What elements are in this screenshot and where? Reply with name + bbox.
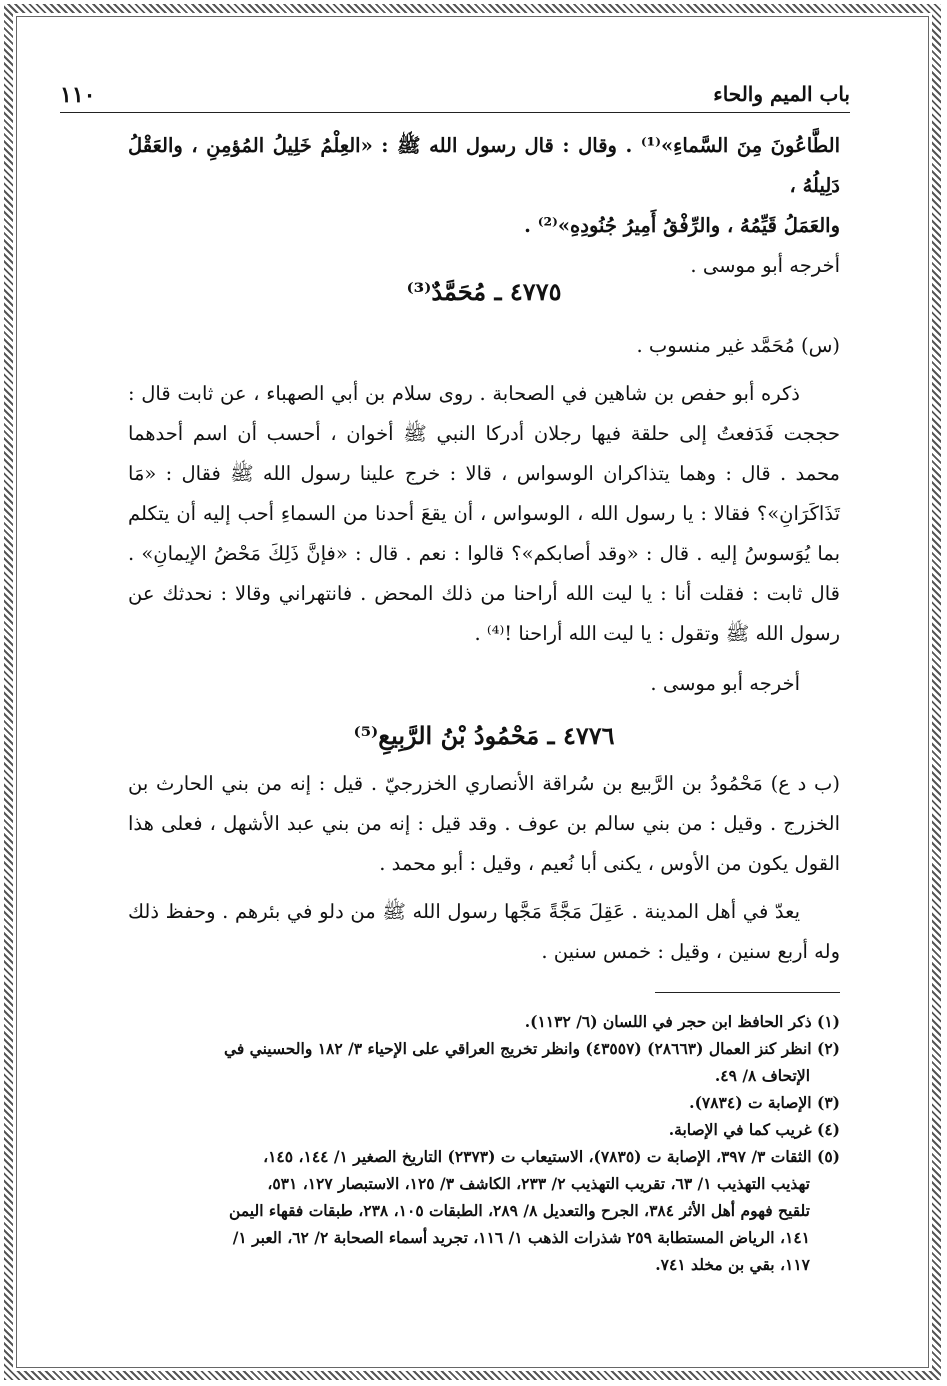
attribution: أخرجه أبو موسى . [690,254,840,277]
footnote: (٤) غريب كما في الإصابة. [668,1120,840,1139]
footnotes [128,1008,840,1278]
footnote-continuation: ١٤١، الرياض المستطابة ٢٥٩ شذرات الذهب ١/ ١١٦، تجريد أسماء الصحابة ٢/ ٦٢، العبر ١/ [232,1228,810,1247]
entry-heading: ٤٧٧٥ ـ مُحَمَّدٌ⁽³⁾ [406,277,562,306]
footnote: (٣) الإصابة ت (٧٨٣٤). [689,1093,840,1112]
attribution: أخرجه أبو موسى . [650,672,800,695]
footnote-continuation: الإتحاف ٨/ ٤٩. [714,1066,810,1085]
footnote-continuation: تلقيح فهوم أهل الأثر ٣٨٤، الجرح والتعديل ٨/ ٢٨٩، الطبقات ١٠٥، ٢٣٨، طبقات فقهاء اليمن [229,1201,810,1220]
page-number: ١١٠ [60,82,96,108]
chapter-title: باب الميم والحاء [713,82,850,106]
hadith-line-2: والعَمَلُ قَيِّمُهُ ، والرِّفْقُ أَمِيرُ جُنُودِهِ»⁽²⁾ . [524,214,840,237]
footnote-continuation: تهذيب التهذيب ١/ ٦٣، تقريب التهذيب ٢/ ٢٣٣، الكاشف ٣/ ١٢٥، الاستبصار ١٢٧، ٥٣١، [267,1174,810,1193]
intro-block [128,126,840,286]
entry-body: (ب د ع) مَحْمُودُ بن الرَّبيع بن سُراقة الأنصاري الخزرجيّ . قيل : إنه من بني الحارث بن الخزرج . وقيل : من بني سالم بن عوف . وقد قيل : إنه من بني عبد الأشهل ، فعلى هذا القول يكون من الأوس ، يكنى أبا نُعيم ، وقيل : أبو محمد . [128,772,840,875]
footnote: (٢) انظر كنز العمال (٢٨٦٦٣) (٤٣٥٥٧) وانظر تخريج العراقي على الإحياء ٣/ ١٨٢ والحسيني في [223,1039,840,1058]
entry-subject: (س) مُحَمَّد غير منسوب . [636,334,840,357]
footnote-rule [655,992,840,993]
entry-heading: ٤٧٧٦ ـ مَحْمُودُ بْنُ الرَّبِيعِ⁽⁵⁾ [353,721,615,750]
hadith-line-1: الطَّاعُونَ مِنَ السَّماءِ»⁽¹⁾ . وقال : قال رسول الله ﷺ : «العِلْمُ خَلِيلُ المُؤمِنِ ، والعَقْلُ دَلِيلُهُ ، [128,134,840,197]
entry-body: يعدّ في أهل المدينة . عَقِلَ مَجَّةً مَجَّها رسول الله ﷺ من دلو في بئرهم . وحفظ ذلك وله أربع سنين ، وقيل : خمس سنين . [128,900,840,963]
entry-4775 [128,272,840,704]
running-header [60,82,850,113]
entry-4776 [128,716,840,972]
footnote: (١) ذكر الحافظ ابن حجر في اللسان (٦/ ١١٣٢). [524,1012,840,1031]
footnote: (٥) الثقات ٣/ ٣٩٧، الإصابة ت (٧٨٣٥)، الاستيعاب ت (٢٣٧٣) التاريخ الصغير ١/ ١٤٤، ١٤٥، [263,1147,840,1166]
footnote-continuation: ١١٧، بقي بن مخلد ٧٤١. [655,1255,810,1274]
entry-body: ذكره أبو حفص بن شاهين في الصحابة . روى سلام بن أبي الصهباء ، عن ثابت قال : حججت فَدَفعتُ إلى حلقة فيها رجلان أدركا النبي ﷺ أخوان ، أحسب أن اسم أحدهما محمد . قال : وهما يتذاكران الوسواس ، قالا : خرج علينا رسول الله ﷺ فقال : «مَا تَذَاكَرَانِ»؟ فقالا : يا رسول الله ، الوسواس ، أن يقعَ أحدنا من السماءِ أحب إليه أن يتكلم بما يُوَسوسُ إليه . قال : «وقد أصابكم»؟ قالوا : نعم . قال : «فإنَّ ذَلِكَ مَحْضُ الإيمانِ» . قال ثابت : فقلت أنا : يا ليت الله أراحنا من ذلك المحض . فانتهراني وقالا : نحدثك عن رسول الله ﷺ وتقول : يا ليت الله أراحنا !⁽⁴⁾ . [128,382,840,645]
